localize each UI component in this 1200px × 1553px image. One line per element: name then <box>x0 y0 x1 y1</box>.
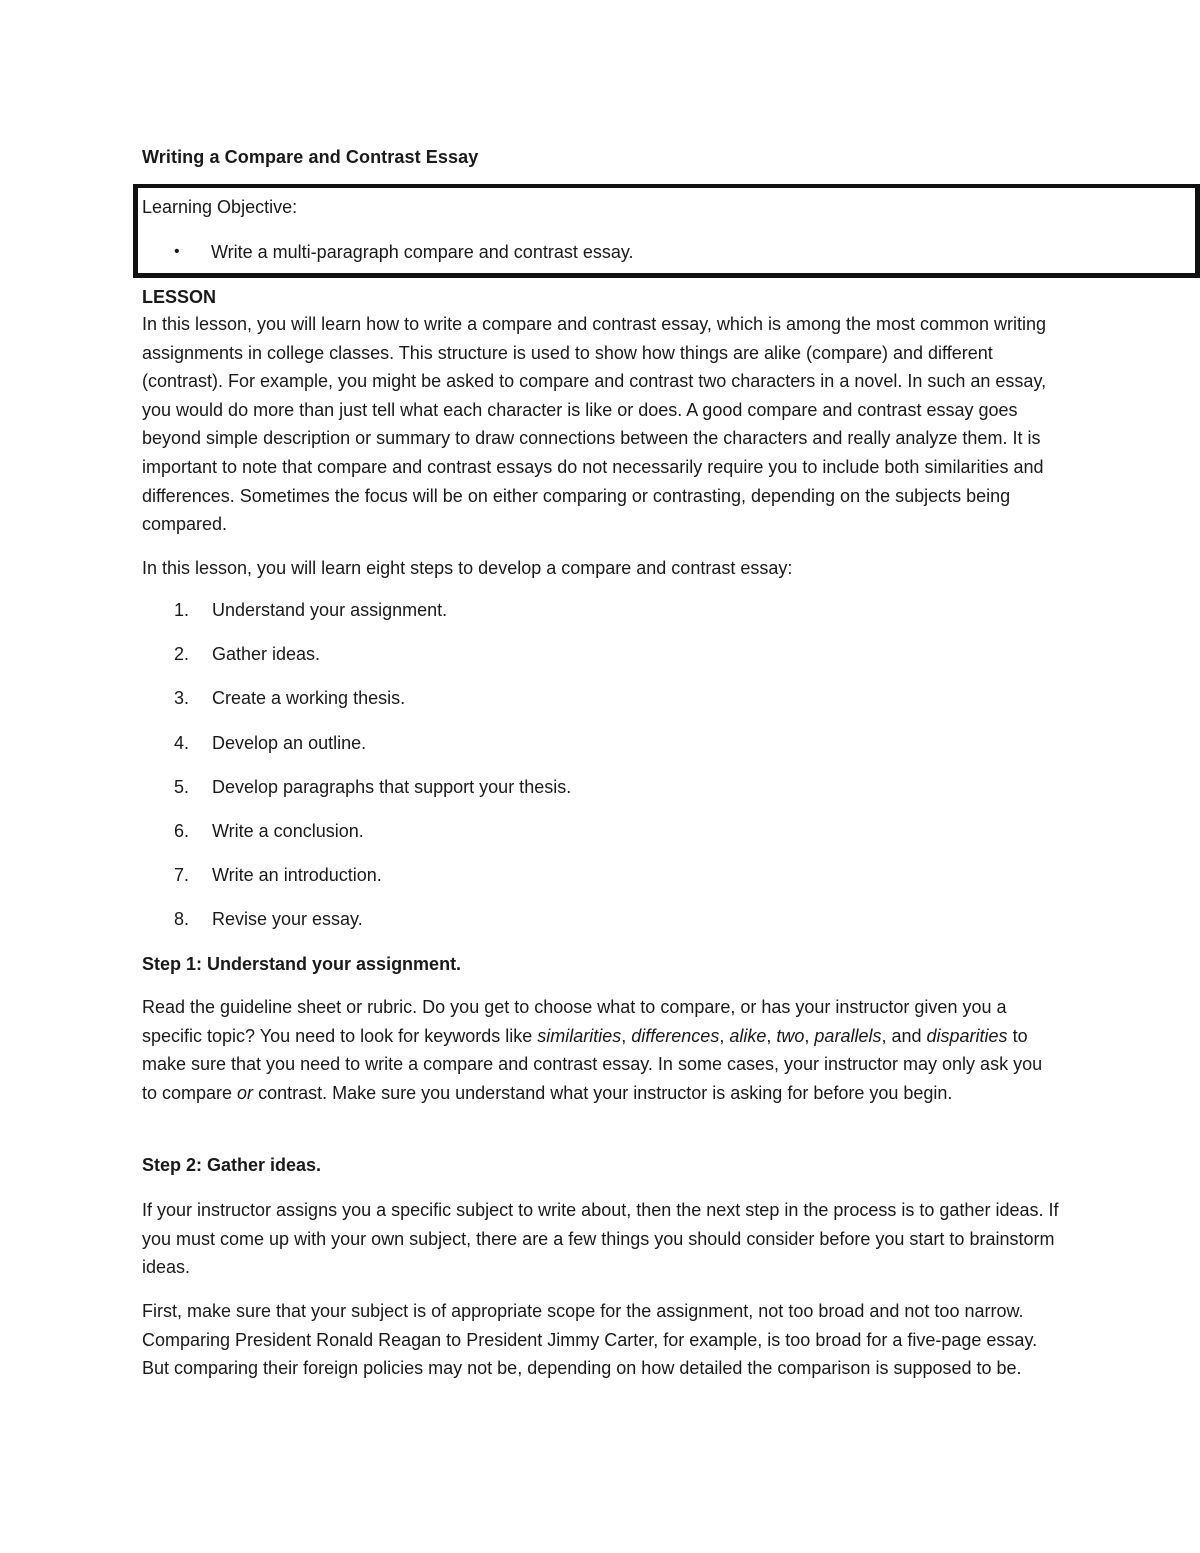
step-number: 3. <box>174 688 190 709</box>
step-number: 7. <box>174 865 190 886</box>
lesson-heading: LESSON <box>142 287 217 307</box>
keyword-parallels: parallels <box>814 1025 882 1046</box>
step2-paragraph-1: If your instructor assigns you a specific subject to write about, then the next step in the process is to gather ideas. If you must come up with your own subject, there are a few things you should consider before you start to brainstorm ideas. <box>142 1200 1059 1278</box>
step-text: Understand your assignment. <box>212 600 448 620</box>
steps-lead-paragraph: In this lesson, you will learn eight steps to develop a compare and contrast essay: <box>142 558 793 578</box>
step-text: Develop an outline. <box>212 732 367 753</box>
objective-label: Learning Objective: <box>142 197 298 217</box>
separator: , <box>719 1025 730 1046</box>
step-text: Gather ideas. <box>212 644 321 665</box>
separator: , <box>766 1025 777 1046</box>
document-title: Writing a Compare and Contrast Essay <box>142 147 479 167</box>
lesson-intro-paragraph: In this lesson, you will learn how to write a compare and contrast essay, which is among the most common writing assignments in college classes. This structure is used to show how things are alike (compare) and different (contrast). For example, you might be asked to compare and contrast two characters in a novel. In such an essay, you would do more than just tell what each character is like or does. A good compare and contrast essay goes beyond simple description or summary to draw connections between the characters and really analyze them. It is important to note that compare and contrast essays do not necessarily require you to include both similarities and differences. Sometimes the focus will be on either comparing or contrasting, depending on the subjects being compared. <box>142 314 1047 535</box>
objective-item: Write a multi-paragraph compare and contrast essay. <box>211 242 634 262</box>
step2-paragraph-2: First, make sure that your subject is of appropriate scope for the assignment, not too broad and not too narrow. Comparing President Ronald Reagan to President Jimmy Carter, for example, is too broad for a five-page essay. But comparing their foreign policies may not be, depending on how detailed the comparison is supposed to be. <box>142 1301 1038 1379</box>
step-text: Write an introduction. <box>212 865 382 886</box>
keyword-differences: differences <box>631 1025 720 1046</box>
step-number: 5. <box>174 776 190 797</box>
step-text: Revise your essay. <box>212 909 363 930</box>
step-number: 2. <box>174 644 190 665</box>
step1-text-c: contrast. Make sure you understand what your instructor is asking for before you begin. <box>253 1082 953 1103</box>
keyword-similarities: similarities <box>537 1025 622 1046</box>
step-text: Develop paragraphs that support your thesis. <box>212 776 572 797</box>
step-number: 8. <box>174 909 190 930</box>
step1-text-b: to make sure that you need to write a compare and contrast essay. In some cases, your instructor may only ask you to compare <box>142 1025 1043 1103</box>
keyword-or: or <box>237 1082 254 1103</box>
separator: , and <box>881 1025 927 1046</box>
step-number: 4. <box>174 732 190 753</box>
step-number: 1. <box>174 600 190 620</box>
step-text: Create a working thesis. <box>212 688 406 709</box>
step1-heading: Step 1: Understand your assignment. <box>142 954 462 974</box>
step2-heading: Step 2: Gather ideas. <box>142 1155 322 1175</box>
step1-text-a: Read the guideline sheet or rubric. Do you get to choose what to compare, or has your instructor given you a specific topic? You need to look for keywords like <box>142 997 1007 1046</box>
separator: , <box>621 1025 632 1046</box>
keyword-two: two <box>776 1025 805 1046</box>
step1-paragraph <box>142 993 1062 1107</box>
step-text: Write a conclusion. <box>212 820 364 841</box>
bullet-icon: • <box>174 243 180 260</box>
learning-objective-box <box>133 184 1200 278</box>
step-number: 6. <box>174 820 190 841</box>
keyword-disparities: disparities <box>926 1025 1008 1046</box>
separator: , <box>804 1025 815 1046</box>
keyword-alike: alike <box>729 1025 767 1046</box>
